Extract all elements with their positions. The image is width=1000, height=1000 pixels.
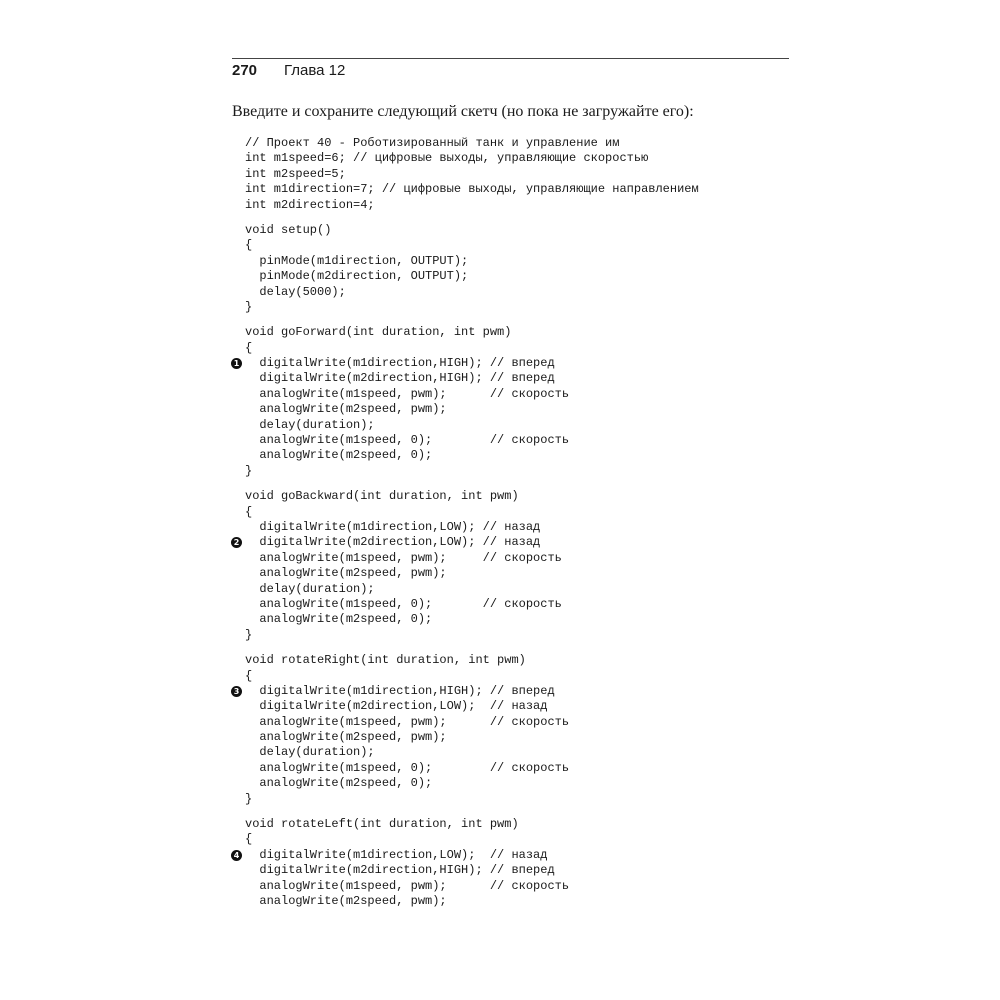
code-text: void rotateLeft(int duration, int pwm)	[245, 817, 519, 832]
code-line	[245, 776, 699, 791]
chapter-title: Глава 12	[284, 62, 346, 79]
code-line	[245, 551, 699, 566]
code-line	[245, 730, 699, 745]
code-line	[245, 418, 699, 433]
code-text: int m2speed=5;	[245, 166, 346, 181]
code-text: int m1speed=6; // цифровые выходы, управляющие скоростью	[245, 151, 649, 166]
code-text: analogWrite(m1speed, pwm); // скорость	[245, 386, 570, 401]
code-text: int m2direction=4;	[245, 197, 375, 212]
code-line	[245, 597, 699, 612]
code-line	[245, 879, 699, 894]
code-line	[245, 761, 699, 776]
code-line	[245, 699, 699, 714]
code-text: analogWrite(m1speed, 0); // скорость	[245, 760, 570, 775]
code-line	[245, 254, 699, 269]
code-text: analogWrite(m2speed, pwm);	[245, 893, 447, 908]
code-line	[245, 505, 699, 520]
header-rule	[232, 58, 789, 59]
code-text: analogWrite(m2speed, 0);	[245, 448, 433, 463]
code-line	[245, 612, 699, 627]
code-text: digitalWrite(m1direction,LOW); // назад	[245, 519, 541, 534]
code-line	[233, 683, 699, 699]
code-line	[245, 269, 699, 284]
code-line	[245, 715, 699, 730]
code-line	[245, 817, 699, 832]
code-text: void goForward(int duration, int pwm)	[245, 325, 512, 340]
code-text: pinMode(m1direction, OUTPUT);	[245, 253, 469, 268]
code-line	[245, 669, 699, 684]
code-text: delay(duration);	[245, 581, 375, 596]
code-line	[245, 182, 699, 197]
callout-marker-icon: 3	[231, 686, 242, 697]
code-text: digitalWrite(m2direction,LOW); // назад	[245, 699, 548, 714]
code-text: analogWrite(m2speed, 0);	[245, 776, 433, 791]
code-text: {	[245, 504, 253, 519]
code-text: digitalWrite(m1direction,HIGH); // вперед	[245, 683, 555, 698]
code-text: int m1direction=7; // цифровые выходы, управляющие направлением	[245, 182, 699, 197]
code-text: delay(5000);	[245, 284, 346, 299]
code-listing	[233, 136, 699, 909]
code-text: }	[245, 627, 253, 642]
code-text: analogWrite(m2speed, 0);	[245, 612, 433, 627]
code-text: }	[245, 463, 253, 478]
code-text: {	[245, 238, 253, 253]
code-text: analogWrite(m2speed, pwm);	[245, 402, 447, 417]
code-text: digitalWrite(m1direction,LOW); // назад	[245, 847, 548, 862]
code-line	[245, 402, 699, 417]
code-line	[245, 653, 699, 668]
callout-marker-icon: 2	[231, 537, 242, 548]
code-line	[245, 341, 699, 356]
code-text: analogWrite(m1speed, 0); // скорость	[245, 433, 570, 448]
code-line	[233, 356, 699, 371]
code-text: analogWrite(m1speed, pwm); // скорость	[245, 878, 570, 893]
code-line	[245, 566, 699, 581]
code-text: // Проект 40 - Роботизированный танк и управление им	[245, 136, 620, 150]
code-line	[245, 464, 699, 479]
code-line	[245, 792, 699, 807]
code-text: void setup()	[245, 222, 332, 237]
code-text: analogWrite(m2speed, pwm);	[245, 566, 447, 581]
code-text: analogWrite(m1speed, pwm); // скорость	[245, 714, 570, 729]
code-text: pinMode(m2direction, OUTPUT);	[245, 269, 469, 284]
code-text: {	[245, 832, 253, 847]
code-line	[245, 628, 699, 643]
code-text: {	[245, 668, 253, 683]
code-text: delay(duration);	[245, 745, 375, 760]
code-line	[245, 832, 699, 847]
code-text: void rotateRight(int duration, int pwm)	[245, 653, 526, 668]
code-text: }	[245, 791, 253, 806]
code-line	[245, 198, 699, 213]
page-number: 270	[232, 62, 258, 79]
code-line	[233, 535, 699, 550]
callout-marker-icon: 1	[231, 358, 242, 369]
code-line	[245, 167, 699, 182]
code-line	[245, 371, 699, 386]
code-line	[245, 151, 699, 166]
code-line	[245, 325, 699, 340]
code-text: delay(duration);	[245, 417, 375, 432]
code-text: {	[245, 340, 253, 355]
code-line	[245, 520, 699, 535]
code-line	[245, 448, 699, 463]
code-text: }	[245, 299, 253, 314]
callout-marker-icon: 4	[231, 850, 242, 861]
code-line	[245, 300, 699, 315]
code-text: analogWrite(m1speed, 0); // скорость	[245, 596, 562, 611]
code-text: digitalWrite(m1direction,HIGH); // вперед	[245, 356, 555, 371]
code-text: digitalWrite(m2direction,LOW); // назад	[245, 535, 541, 550]
code-line	[245, 863, 699, 878]
code-line	[245, 433, 699, 448]
code-text: analogWrite(m2speed, pwm);	[245, 730, 447, 745]
code-line	[245, 489, 699, 504]
code-line	[233, 847, 699, 863]
intro-paragraph: Введите и сохраните следующий скетч (но пока не загружайте его):	[232, 103, 694, 120]
code-line	[245, 582, 699, 597]
code-line	[245, 387, 699, 402]
code-line	[245, 238, 699, 253]
code-text: analogWrite(m1speed, pwm); // скорость	[245, 550, 562, 565]
code-line	[245, 285, 699, 300]
code-text: void goBackward(int duration, int pwm)	[245, 489, 519, 504]
code-text: digitalWrite(m2direction,HIGH); // вперед	[245, 863, 555, 878]
code-text: digitalWrite(m2direction,HIGH); // вперед	[245, 371, 555, 386]
code-line	[245, 136, 699, 151]
code-line	[245, 894, 699, 909]
code-line	[245, 223, 699, 238]
code-line	[245, 745, 699, 760]
